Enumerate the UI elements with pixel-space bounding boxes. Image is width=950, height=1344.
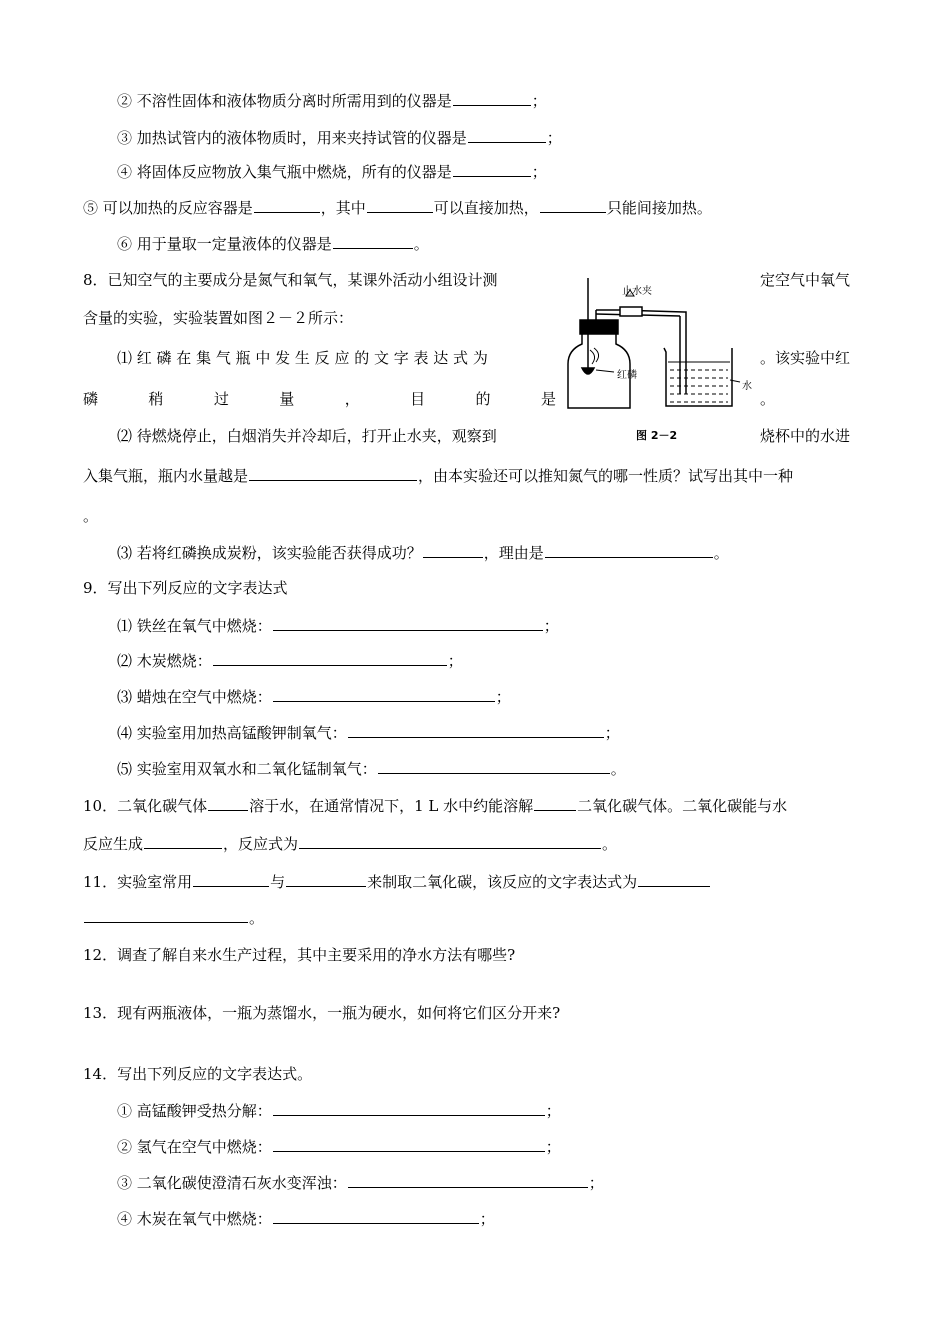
q14-item-3: ③ 二氧化碳使澄清石灰水变浑浊： ；	[117, 1174, 604, 1192]
answer-blank[interactable]	[348, 723, 604, 738]
q8-part2-line2: 入集气瓶，瓶内水量越是 ，由本实验还可以推知氮气的哪一性质？试写出其中一种	[83, 467, 794, 485]
answer-blank[interactable]	[423, 543, 483, 558]
q11-line2: 。	[83, 908, 264, 928]
answer-blank[interactable]	[545, 543, 713, 558]
q8-part2-right: 烧杯中的水进	[760, 427, 851, 445]
answer-blank[interactable]	[367, 198, 433, 213]
q8-part1-right: 。该实验中红	[760, 349, 851, 367]
q14-item-4: ④ 木炭在氧气中燃烧： ；	[117, 1210, 495, 1228]
q8-intro-right: 定空气中氧气	[760, 271, 851, 289]
answer-blank[interactable]	[286, 872, 366, 887]
q8-part2-line3: 。	[83, 507, 99, 525]
answer-blank[interactable]	[273, 1209, 479, 1224]
answer-blank[interactable]	[254, 198, 320, 213]
q8-intro-line2: 含量的实验，实验装置如图２－２所示：	[83, 309, 354, 327]
q14-title: 14．写出下列反应的文字表达式。	[83, 1065, 313, 1083]
q12: 12．调查了解自来水生产过程，其中主要采用的净水方法有哪些?	[83, 946, 516, 964]
q8-part1-left: ⑴ 红 磷 在 集 气 瓶 中 发 生 反 应 的 文 字 表 达 式 为	[117, 349, 488, 367]
q9-item-2: ⑵ 木炭燃烧： ；	[117, 652, 463, 670]
clamp-label: 止水夹	[622, 286, 652, 297]
q8-part2-left: ⑵ 待燃烧停止，白烟消失并冷却后，打开止水夹，观察到	[117, 427, 497, 445]
answer-blank[interactable]	[249, 466, 417, 481]
apparatus-figure	[560, 272, 760, 422]
q7-item-5: ⑤ 可以加热的反应容器是 ，其中 可以直接加热， 只能间接加热。	[83, 199, 712, 217]
answer-blank[interactable]	[534, 796, 576, 811]
q7-item-3-text: ③ 加热试管内的液体物质时，用来夹持试管的仪器是	[117, 129, 467, 147]
q8-part1-line2: 磷 稍 过 量 ， 目 的 是	[83, 390, 556, 408]
q8-part3: ⑶ 若将红磷换成炭粉，该实验能否获得成功？ ，理由是 。	[117, 544, 729, 562]
answer-blank[interactable]	[638, 872, 710, 887]
q9-title: 9．写出下列反应的文字表达式	[83, 579, 288, 597]
answer-blank[interactable]	[273, 687, 495, 702]
q11-line1: 11．实验室常用 与 来制取二氧化碳，该反应的文字表达式为	[83, 872, 711, 892]
answer-blank[interactable]	[453, 91, 531, 106]
answer-blank[interactable]	[468, 128, 546, 143]
answer-blank[interactable]	[208, 796, 248, 811]
q10-line1: 10．二氧化碳气体 溶于水，在通常情况下，1 L 水中约能溶解 二氧化碳气体。二氧化碳能与水	[83, 797, 788, 815]
q14-item-1: ① 高锰酸钾受热分解： ；	[117, 1102, 561, 1120]
water-label: 水	[742, 381, 752, 392]
answer-blank[interactable]	[144, 834, 222, 849]
q13: 13．现有两瓶液体，一瓶为蒸馏水，一瓶为硬水，如何将它们区分开来?	[83, 1004, 561, 1022]
phosphorus-label: 红磷	[617, 370, 637, 381]
answer-blank[interactable]	[84, 908, 248, 923]
q9-item-3: ⑶ 蜡烛在空气中燃烧： ；	[117, 688, 511, 706]
answer-blank[interactable]	[273, 1137, 545, 1152]
q9-item-5: ⑸ 实验室用双氧水和二氧化锰制氧气： 。	[117, 760, 626, 778]
q7-item-4: ④ 将固体反应物放入集气瓶中燃烧，所有的仪器是 ；	[117, 163, 547, 181]
q10-line2: 反应生成 ，反应式为 。	[83, 835, 618, 853]
figure-caption: 图 2－2	[636, 429, 678, 442]
answer-blank[interactable]	[378, 759, 610, 774]
answer-blank[interactable]	[273, 616, 543, 631]
q14-item-2: ② 氢气在空气中燃烧： ；	[117, 1138, 561, 1156]
answer-blank[interactable]	[193, 872, 269, 887]
q7-item-3: ③ 加热试管内的液体物质时，用来夹持试管的仪器是 ；	[117, 129, 562, 147]
q9-item-4: ⑷ 实验室用加热高锰酸钾制氧气： ；	[117, 724, 620, 742]
stopper	[580, 320, 618, 334]
q8-intro-left: 8．已知空气的主要成分是氮气和氧气，某课外活动小组设计测	[83, 271, 498, 289]
answer-blank[interactable]	[453, 162, 531, 177]
q9-item-1: ⑴ 铁丝在氧气中燃烧： ；	[117, 617, 559, 635]
q7-item-6: ⑥ 用于量取一定量液体的仪器是 。	[117, 235, 429, 253]
answer-blank[interactable]	[273, 1101, 545, 1116]
q7-item-4-text: ④ 将固体反应物放入集气瓶中燃烧，所有的仪器是	[117, 163, 452, 181]
answer-blank[interactable]	[333, 234, 413, 249]
q7-item-2-text: ② 不溶性固体和液体物质分离时所需用到的仪器是	[117, 92, 452, 110]
answer-blank[interactable]	[299, 834, 601, 849]
answer-blank[interactable]	[348, 1173, 588, 1188]
q7-item-2: ② 不溶性固体和液体物质分离时所需用到的仪器是 ；	[117, 92, 547, 110]
beaker	[664, 348, 732, 406]
answer-blank[interactable]	[540, 198, 606, 213]
water-clamp	[620, 307, 642, 316]
answer-blank[interactable]	[213, 651, 447, 666]
